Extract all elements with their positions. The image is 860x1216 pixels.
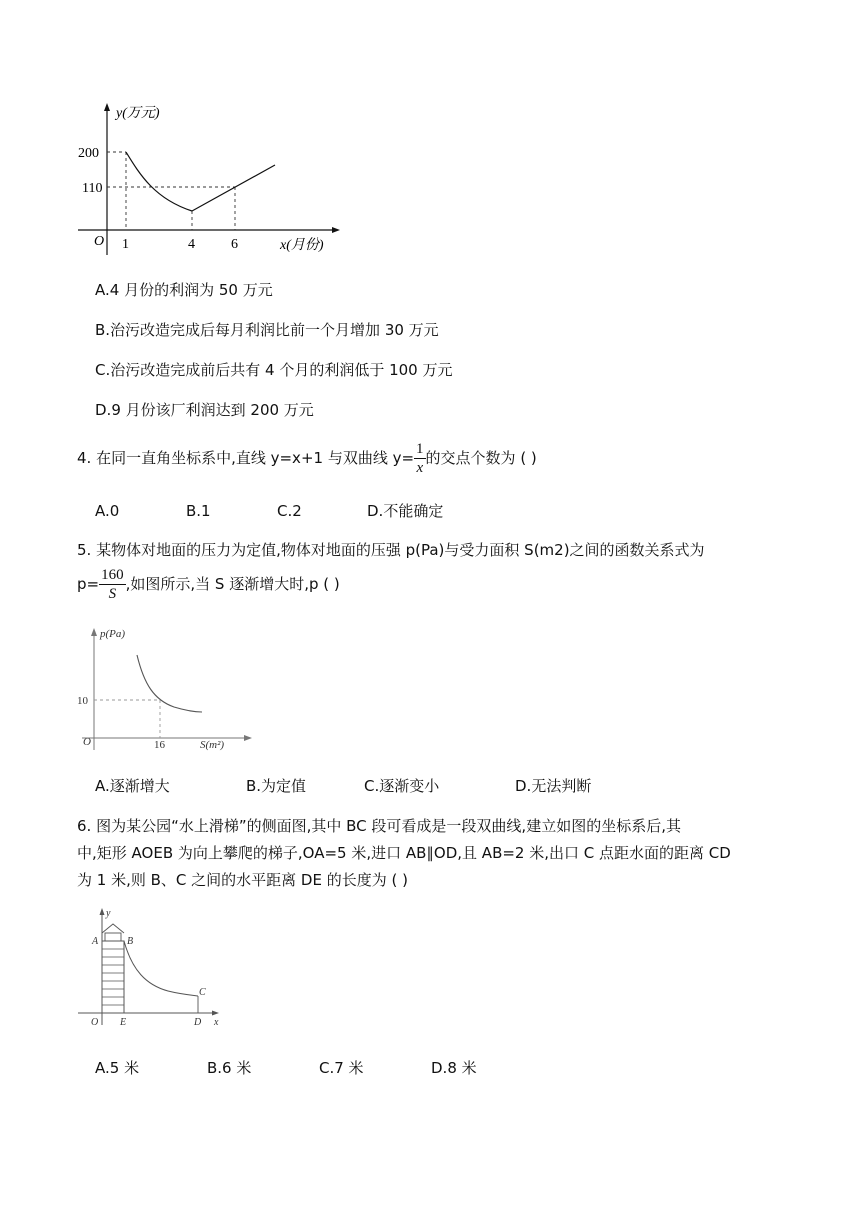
q5-option-a: A.逐渐增大 (95, 777, 170, 795)
point-e-label: E (120, 1017, 127, 1028)
question-6-line-1: 6. 图为某公园“水上滑梯”的侧面图,其中 BC 段可看成是一段双曲线,建立如图的坐标系后,其 (77, 817, 681, 835)
question-5-line-1: 5. 某物体对地面的压力为定值,物体对地面的压强 p(Pa)与受力面积 S(m2)之间的函数关系式为 (77, 541, 705, 559)
origin-label: O (83, 736, 91, 748)
q3-option-c: C.治污改造完成前后共有 4 个月的利润低于 100 万元 (95, 361, 453, 379)
q4-fraction: $\frac{1}{x}$ (416, 441, 424, 476)
point-o-label: O (91, 1017, 99, 1028)
point-d-label: D (194, 1017, 202, 1028)
point-b-label: B (127, 936, 134, 947)
point-a-label: A (92, 936, 99, 947)
q3-option-b: B.治污改造完成后每月利润比前一个月增加 30 万元 (95, 321, 439, 339)
x-tick-1: 1 (122, 237, 129, 252)
q6-option-b: B.6 米 (207, 1059, 252, 1077)
ladder-rungs (102, 949, 124, 1005)
question-6-line-2: 中,矩形 AOEB 为向上攀爬的梯子,OA=5 米,进口 AB∥OD,且 AB=2 米,出口 C 点距水面的距离 CD (77, 844, 731, 862)
x-axis-label: S(m²) (200, 739, 225, 751)
slide-curve (124, 941, 198, 996)
q5-option-c: C.逐渐变小 (364, 777, 440, 795)
q5-prefix: p= (77, 575, 100, 593)
profit-graph (70, 95, 340, 260)
x-tick-4: 4 (188, 237, 195, 252)
origin-label: O (94, 234, 105, 249)
x-axis-label: x(月份) (280, 238, 324, 253)
curve-before-renovation (126, 152, 192, 211)
q3-option-d: D.9 月份该厂利润达到 200 万元 (95, 401, 314, 419)
q6-option-d: D.8 米 (431, 1059, 477, 1077)
q4-option-a: A.0 (95, 502, 120, 520)
line-after-renovation (192, 165, 275, 211)
q4-option-b: B.1 (186, 502, 211, 520)
hyperbola-curve (137, 655, 202, 712)
y-tick-110: 110 (82, 181, 103, 196)
question-5-line-2 (77, 566, 340, 603)
q4-suffix: 的交点个数为 ( ) (425, 449, 537, 467)
q5-fraction: $\frac{160}{S}$ (101, 567, 124, 602)
q3-option-a: A.4 月份的利润为 50 万元 (95, 281, 273, 299)
q4-option-d: D.不能确定 (367, 502, 444, 520)
q5-suffix: ,如图所示,当 S 逐渐增大时,p ( ) (125, 575, 340, 593)
x-tick-6: 6 (231, 237, 238, 252)
water-slide-diagram (76, 905, 226, 1030)
q5-option-b: B.为定值 (246, 777, 307, 795)
q6-option-a: A.5 米 (95, 1059, 140, 1077)
pressure-graph (76, 622, 256, 757)
ladder-rect (102, 941, 124, 1013)
y-tick-200: 200 (78, 146, 99, 161)
y-tick-10: 10 (77, 695, 88, 707)
question-4 (77, 440, 537, 477)
x-axis-label: x (214, 1017, 219, 1028)
q6-option-c: C.7 米 (319, 1059, 364, 1077)
y-axis-label: y(万元) (116, 106, 160, 121)
hut (105, 933, 121, 941)
q4-option-c: C.2 (277, 502, 302, 520)
point-c-label: C (199, 987, 206, 998)
y-axis-label: y (106, 908, 111, 919)
question-6-line-3: 为 1 米,则 B、C 之间的水平距离 DE 的长度为 ( ) (77, 871, 408, 889)
y-axis-label: p(Pa) (100, 628, 126, 640)
q5-option-d: D.无法判断 (515, 777, 592, 795)
q4-prefix: 4. 在同一直角坐标系中,直线 y=x+1 与双曲线 y= (77, 449, 415, 467)
x-tick-16: 16 (154, 739, 165, 751)
